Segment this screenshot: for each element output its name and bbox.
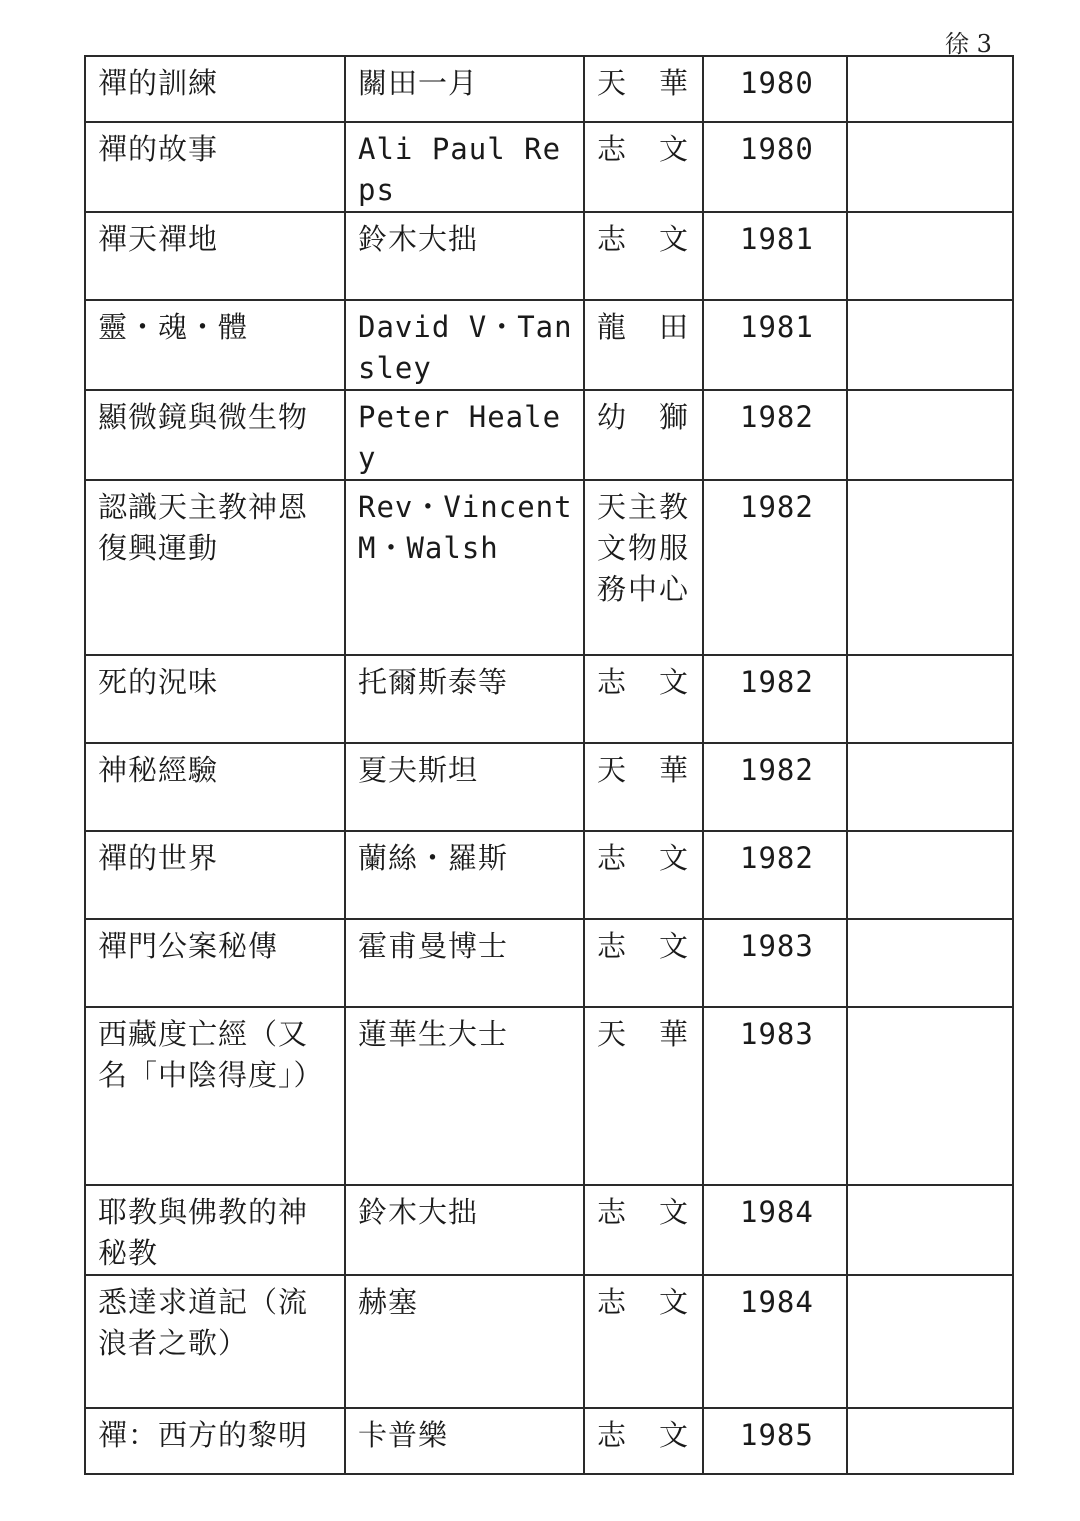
book-title-cell: 禪：西方的黎明 (85, 1408, 345, 1474)
publisher-cell: 志 文 (584, 1185, 703, 1275)
book-title-cell: 禪門公案秘傳 (85, 919, 345, 1007)
note-cell (847, 831, 1013, 919)
year-cell: 1985 (703, 1408, 847, 1474)
author-cell: Rev・Vincent M・Walsh (345, 480, 584, 655)
book-title-cell: 顯微鏡與微生物 (85, 390, 345, 480)
publisher-cell: 志 文 (584, 122, 703, 212)
note-cell (847, 390, 1013, 480)
year-cell: 1982 (703, 655, 847, 743)
note-cell (847, 1185, 1013, 1275)
author-cell: Ali Paul Reps (345, 122, 584, 212)
author-cell: 蓮華生大士 (345, 1007, 584, 1185)
table-row (85, 212, 1013, 300)
note-cell (847, 300, 1013, 390)
publisher-cell: 天 華 (584, 1007, 703, 1185)
page-number-mark: 徐 3 (945, 30, 992, 58)
year-cell: 1982 (703, 390, 847, 480)
book-title-cell: 悉達求道記（流浪者之歌） (85, 1275, 345, 1408)
publisher-cell: 志 文 (584, 212, 703, 300)
table-row (85, 56, 1013, 122)
author-cell: 關田一月 (345, 56, 584, 122)
author-cell: 夏夫斯坦 (345, 743, 584, 831)
author-cell: 卡普樂 (345, 1408, 584, 1474)
book-title-cell: 靈・魂・體 (85, 300, 345, 390)
book-title-cell: 西藏度亡經（又名「中陰得度」） (85, 1007, 345, 1185)
publisher-cell: 天 華 (584, 743, 703, 831)
year-cell: 1982 (703, 480, 847, 655)
publisher-cell: 志 文 (584, 1408, 703, 1474)
table-row (85, 300, 1013, 390)
year-cell: 1981 (703, 300, 847, 390)
book-title-cell: 禪的世界 (85, 831, 345, 919)
note-cell (847, 212, 1013, 300)
year-cell: 1980 (703, 122, 847, 212)
book-title-cell: 禪的訓練 (85, 56, 345, 122)
book-title-cell: 神秘經驗 (85, 743, 345, 831)
book-title-cell: 認識天主教神恩復興運動 (85, 480, 345, 655)
year-cell: 1984 (703, 1185, 847, 1275)
year-cell: 1982 (703, 743, 847, 831)
note-cell (847, 919, 1013, 1007)
author-cell: 蘭絲・羅斯 (345, 831, 584, 919)
table-row (85, 122, 1013, 212)
year-cell: 1980 (703, 56, 847, 122)
table-row (85, 1185, 1013, 1275)
note-cell (847, 1007, 1013, 1185)
table-row (85, 919, 1013, 1007)
table-row (85, 1275, 1013, 1408)
book-title-cell: 禪的故事 (85, 122, 345, 212)
publisher-cell: 龍 田 (584, 300, 703, 390)
note-cell (847, 1275, 1013, 1408)
table-row (85, 655, 1013, 743)
publisher-cell: 志 文 (584, 919, 703, 1007)
table-row (85, 743, 1013, 831)
publisher-cell: 幼 獅 (584, 390, 703, 480)
publisher-cell: 天主教文物服務中心 (584, 480, 703, 655)
author-cell: 鈴木大拙 (345, 1185, 584, 1275)
note-cell (847, 655, 1013, 743)
author-cell: 托爾斯泰等 (345, 655, 584, 743)
author-cell: Peter Healey (345, 390, 584, 480)
note-cell (847, 1408, 1013, 1474)
author-cell: 赫塞 (345, 1275, 584, 1408)
year-cell: 1982 (703, 831, 847, 919)
book-list-table (84, 55, 1014, 1475)
publisher-cell: 天 華 (584, 56, 703, 122)
author-cell: David V・Tansley (345, 300, 584, 390)
table-row (85, 831, 1013, 919)
table-row (85, 390, 1013, 480)
publisher-cell: 志 文 (584, 1275, 703, 1408)
year-cell: 1983 (703, 1007, 847, 1185)
note-cell (847, 122, 1013, 212)
book-title-cell: 死的況味 (85, 655, 345, 743)
publisher-cell: 志 文 (584, 655, 703, 743)
year-cell: 1981 (703, 212, 847, 300)
year-cell: 1984 (703, 1275, 847, 1408)
table-row (85, 1408, 1013, 1474)
book-title-cell: 耶教與佛教的神秘教 (85, 1185, 345, 1275)
table-row (85, 480, 1013, 655)
author-cell: 鈴木大拙 (345, 212, 584, 300)
author-cell: 霍甫曼博士 (345, 919, 584, 1007)
note-cell (847, 56, 1013, 122)
table-row (85, 1007, 1013, 1185)
year-cell: 1983 (703, 919, 847, 1007)
book-title-cell: 禪天禪地 (85, 212, 345, 300)
note-cell (847, 480, 1013, 655)
note-cell (847, 743, 1013, 831)
publisher-cell: 志 文 (584, 831, 703, 919)
